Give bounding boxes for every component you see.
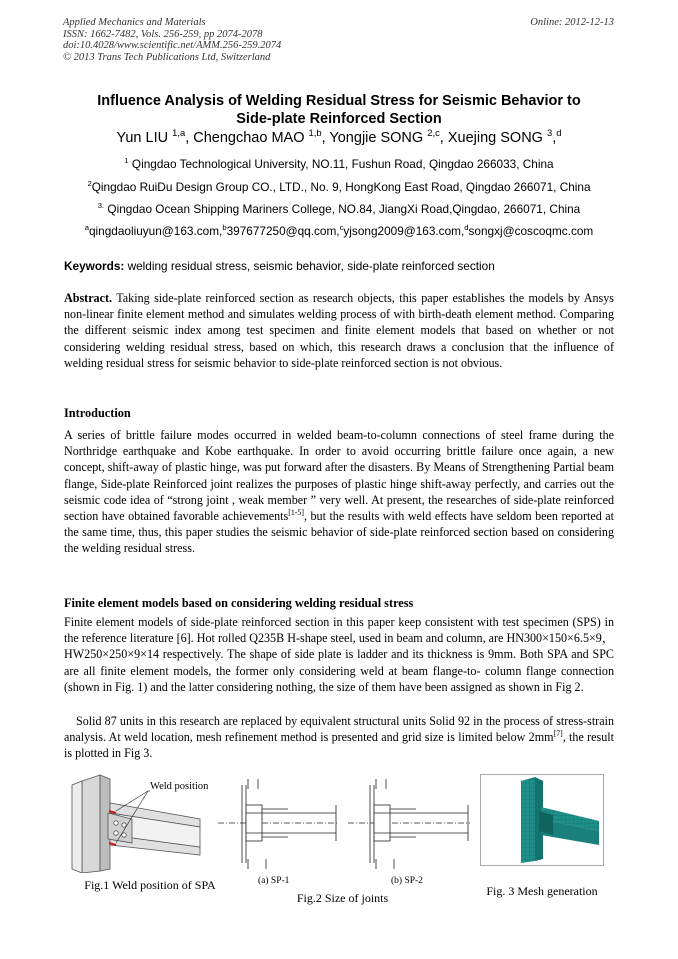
title-line-2: Side-plate Reinforced Section — [236, 111, 442, 127]
weld-position-label: Weld position — [150, 781, 209, 792]
joint-size-drawing — [218, 775, 478, 873]
figure-2b-caption: (b) SP-2 — [391, 876, 423, 886]
email-list: $^a$qingdaoliuyun@163.com,$^b$397677250@qq.com,$^c$yjsong2009@163.com,$^d$songxj@coscoqmc.com — [84, 223, 594, 238]
paper-title — [40, 92, 638, 128]
journal-name: Applied Mechanics and Materials — [63, 17, 206, 28]
affiliation: $^{3.}$ Qingdao Ocean Shipping Mariners College, NO.84, JiangXi Road,Qingdao, 266071, China — [97, 201, 581, 216]
author: Yun LIU $^{1,a}$, — [116, 127, 194, 146]
affiliation: $^2$Qingdao RuiDu Design Group CO., LTD., No. 9, HongKong East Road, Qingdao 266071, China — [87, 179, 591, 194]
online-date: Online: 2012-12-13 — [530, 17, 614, 28]
author: Xuejing SONG $^3$,$^d$ — [447, 127, 562, 146]
mesh-model-drawing — [481, 775, 603, 865]
affiliation: $^1$ Qingdao Technological University, NO.11, Fushun Road, Qingdao 266033, China — [124, 156, 554, 171]
figure-2a-caption: (a) SP-1 — [258, 876, 290, 886]
figure-3 — [480, 774, 604, 866]
section-heading-introduction: Introduction — [64, 406, 131, 420]
keywords: Keywords: welding residual stress, seismic behavior, side-plate reinforced section — [64, 259, 495, 273]
figure-2 — [218, 775, 478, 873]
author: Chengchao MAO $^{1,b}$, — [193, 127, 330, 146]
figure-1-caption: Fig.1 Weld position of SPA — [84, 878, 216, 892]
fem-paragraph-2: Solid 87 units in this research are replaced by equivalent structural units Solid 92 in the process of stress-strain analysis. At weld location, mesh refinement method is presented and grid size is limited below 2mm[7], the result is plotted in Fig 3. — [64, 714, 614, 761]
figure-2-caption: Fig.2 Size of joints — [296, 891, 389, 905]
abstract: Abstract. Taking side-plate reinforced section as research objects, this paper establishes the models by Ansys non-linear finite element method and simulates welding process of with birth-death element method. Comparing the different seismic index among test specimen and finite element models that based on whether or not considering welding residual stress, based on which, this research draws a conclusion that the influence of welding residual stress for seismic behavior to side-plate reinforced section is not obvious. — [64, 291, 614, 370]
author: Yongjie SONG $^{2,c}$, — [329, 127, 448, 146]
figure-1 — [70, 773, 210, 873]
figure-3-caption: Fig. 3 Mesh generation — [486, 884, 598, 898]
copyright-line: © 2013 Trans Tech Publications Ltd, Switzerland — [63, 51, 271, 63]
author-list — [40, 127, 638, 146]
title-line-1: Influence Analysis of Welding Residual Stress for Seismic Behavior to — [97, 93, 581, 109]
running-header — [63, 17, 281, 63]
doi-line: doi:10.4028/www.scientific.net/AMM.256-259.2074 — [63, 40, 282, 52]
section-heading-fem: Finite element models based on considering welding residual stress — [64, 596, 414, 610]
issn-line: ISSN: 1662-7482, Vols. 256-259, pp 2074-2078 — [63, 28, 263, 40]
fem-paragraph-1: Finite element models of side-plate reinforced section in this paper keep consistent with test specimen (SPS) in the reference literature [6]. Hot rolled Q235B H-shape steel, used in beam and column, are HN300×150×6.5×9，HW250×250×9×14 respectively. The shape of side plate is ladder and its thickness is 9mm. Both SPA and SPC are all finite element models, the former only considering weld at beam flange-to- column flange connection (shown in Fig. 1) and the latter considering nothing, the size of them have been assigned as shown in Fig 2. — [64, 615, 614, 694]
intro-paragraph: A series of brittle failure modes occurred in welded beam-to-column connections of steel frame during the Northridge earthquake and Kobe earthquake. In order to avoid occurring brittle failure once again, a new concept, shift-away of plastic hinge, was put forward after the disasters. By Means of Strengthening Partial beam flange, Side-plate Reinforced joint realizes the purposes of plastic hinge shift-away perfectly, and carries out the seismic code idea of “strong joint , weak member ” very well. At present, the researches of side-plate reinforced section have obtained favorable achievements[1-5], but the results with weld effects have seldom been reported at the same time, thus, this paper studies the seismic behavior of side-plate reinforced section based on considering the welding residual stress. — [64, 428, 614, 556]
